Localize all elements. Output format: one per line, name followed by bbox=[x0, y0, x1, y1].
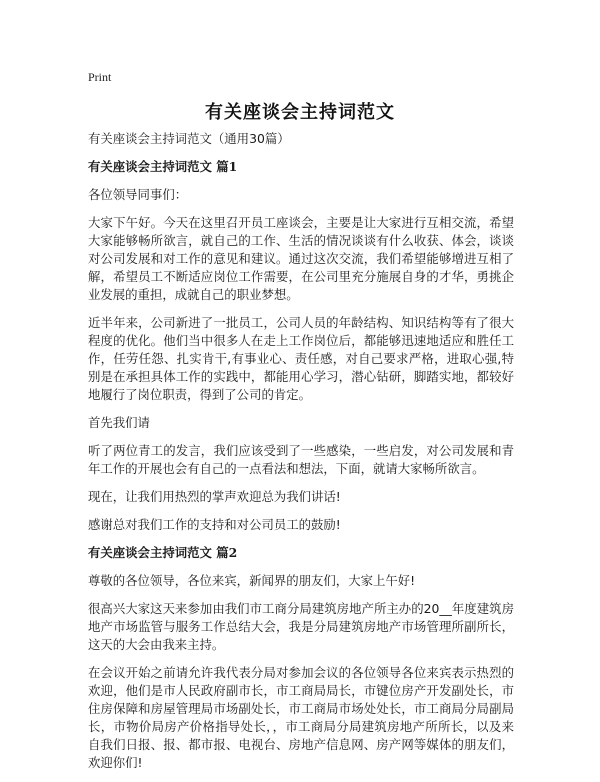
document-body bbox=[88, 130, 514, 782]
greeting-paragraph: 尊敬的各位领导，各位来宾，新闻界的朋友们，大家上午好! bbox=[88, 573, 416, 588]
body-paragraph: 很高兴大家这天来参加由我们市工商分局建筑房地产所主办的20__年度建筑房地产市场监管与服务工作总结大会，我是分局建筑房地产市场管理所副所长，这天的大会由我来主持。 bbox=[88, 601, 514, 652]
body-paragraph: 听了两位青工的发言，我们应该受到了一些感染，一些启发，对公司发展和青年工作的开展也会有自己的一点看法和想法，下面，就请大家畅所欲言。 bbox=[88, 443, 514, 476]
page-title: 有关座谈会主持词范文 bbox=[205, 102, 395, 123]
section-heading: 有关座谈会主持词范文 篇1 bbox=[88, 159, 238, 174]
body-paragraph: 现在，让我们用热烈的掌声欢迎总为我们讲话! bbox=[88, 489, 341, 504]
print-link[interactable]: Print bbox=[88, 70, 112, 84]
body-paragraph: 大家下午好。今天在这里召开员工座谈会，主要是让大家进行互相交流，希望大家能够畅所欲言，就自己的工作、生活的情况谈谈有什么收获、体会，谈谈对公司发展和对工作的意见和建议。通过这次交流，我们希望能够增进互相了解，希望员工不断适应岗位工作需要，在公司里充分施展自身的才华，勇挑企业发展的重担，成就自己的职业梦想。 bbox=[88, 215, 514, 302]
body-paragraph: 近半年来，公司新进了一批员工，公司人员的年龄结构、知识结构等有了很大程度的优化。他们当中很多人在走上工作岗位后，都能够迅速地适应和胜任工作，任劳任怨、扎实肯干,有事业心、责任感，对自己要求严格，进取心强,特别是在承担具体工作的实践中，都能用心学习，潜心钻研，脚踏实地，都较好地履行了岗位职责，得到了公司的肯定。 bbox=[88, 315, 514, 402]
greeting-paragraph: 各位领导同事们： bbox=[88, 187, 188, 202]
body-paragraph: 首先我们请 bbox=[88, 415, 150, 430]
body-paragraph: 在会议开始之前请允许我代表分局对参加会议的各位领导各位来宾表示热烈的欢迎，他们是市人民政府副市长，市工商局局长，市键位房产开发副处长，市住房保障和房屋管理局市场副处长，市工商局市场处处长，市工商局分局副局长，市物价局房产价格指导处长，，市工商局分局建筑房地产所所长，以及来自我们日报、报、都市报、电视台、房地产信息网、房产网等媒体的朋友们，欢迎你们! bbox=[88, 665, 514, 770]
section-2 bbox=[88, 544, 514, 772]
section-heading: 有关座谈会主持词范文 篇2 bbox=[88, 545, 238, 560]
document-subtitle: 有关座谈会主持词范文（通用30篇） bbox=[88, 131, 290, 146]
section-1 bbox=[88, 158, 514, 534]
body-paragraph: 感谢总对我们工作的支持和对公司员工的鼓励! bbox=[88, 517, 341, 532]
